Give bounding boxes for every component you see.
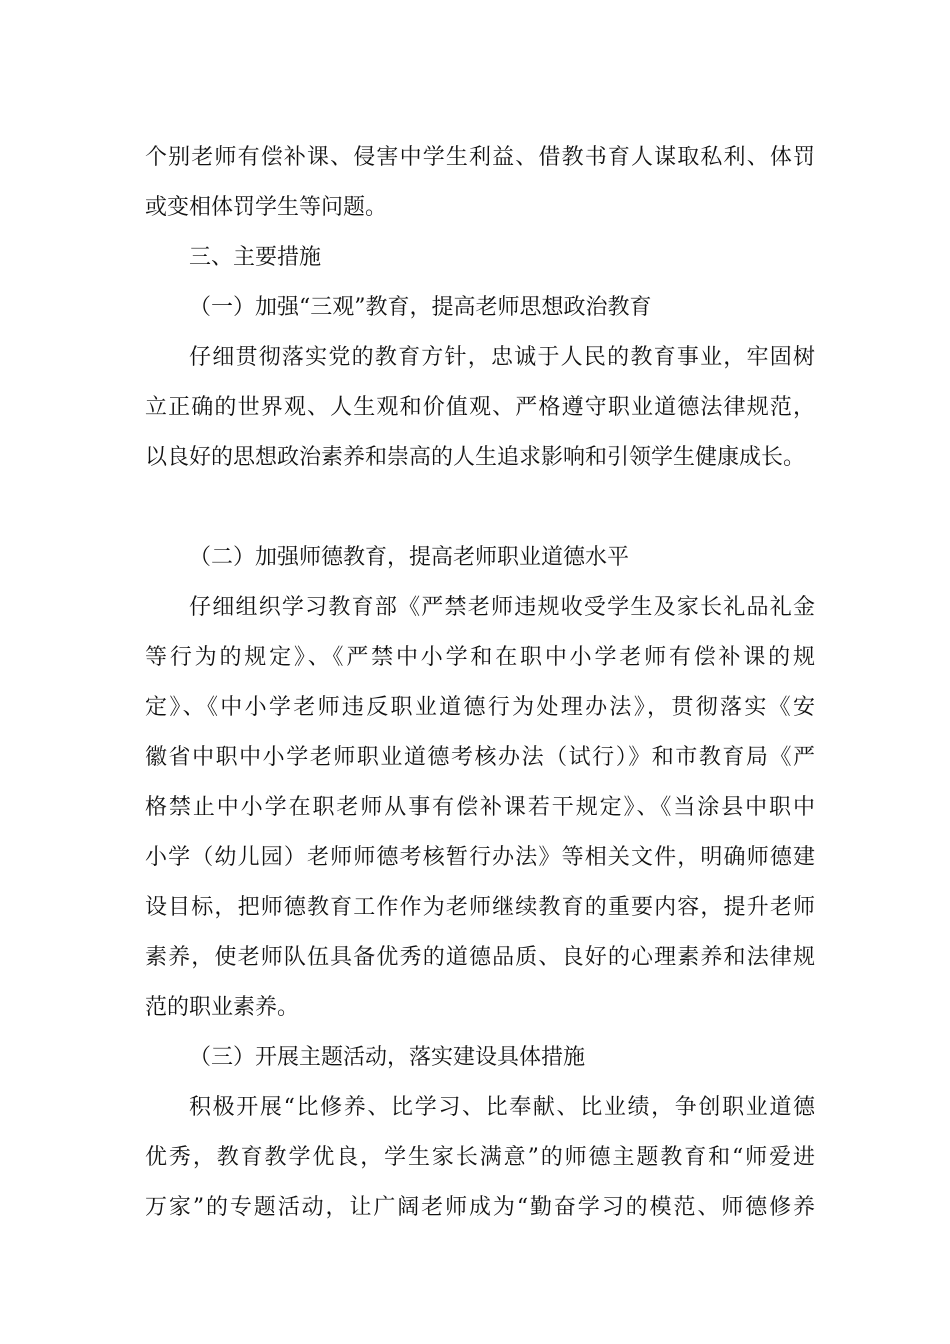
paragraph-2 <box>145 583 815 1033</box>
text-line: 立正确的世界观、人生观和价值观、严格遵守职业道德法律规范， <box>145 395 815 420</box>
subsection-heading-1: （一）加强“三观”教育，提高老师思想政治教育 <box>189 295 652 320</box>
text-line: 优秀，教育教学优良，学生家长满意”的师德主题教育和“师爱进 <box>145 1145 815 1170</box>
subsection-heading-3: （三）开展主题活动，落实建设具体措施 <box>189 1045 586 1070</box>
text-line: 小学（幼儿园）老师师德考核暂行办法》等相关文件，明确师德建 <box>145 845 815 870</box>
text-line: 以良好的思想政治素养和崇高的人生追求影响和引领学生健康成长。 <box>145 445 806 470</box>
text-line: 个别老师有偿补课、侵害中学生利益、借教书育人谋取私利、体罚 <box>145 145 815 170</box>
text-line: 或变相体罚学生等问题。 <box>145 195 388 220</box>
subsection-heading-2: （二）加强师德教育，提高老师职业道德水平 <box>189 545 630 570</box>
paragraph-continuation <box>145 133 815 233</box>
blank-line <box>145 483 815 533</box>
text-line: 定》、《中小学老师违反职业道德行为处理办法》，贯彻落实《安 <box>145 695 815 720</box>
text-line: 设目标，把师德教育工作作为老师继续教育的重要内容，提升老师 <box>145 895 815 920</box>
document-body <box>145 133 815 1233</box>
paragraph-1 <box>145 333 815 483</box>
text-line: 仔细贯彻落实党的教育方针，忠诚于人民的教育事业，牢固树 <box>189 345 815 370</box>
text-line: 范的职业素养。 <box>145 995 300 1020</box>
text-line: 等行为的规定》、《严禁中小学和在职中小学老师有偿补课的规 <box>145 645 815 670</box>
text-line: 素养，使老师队伍具备优秀的道德品质、良好的心理素养和法律规 <box>145 945 815 970</box>
text-line: 积极开展“比修养、比学习、比奉献、比业绩，争创职业道德 <box>189 1095 815 1120</box>
text-line: 徽省中职中小学老师职业道德考核办法（试行）》和市教育局《严 <box>145 745 815 770</box>
paragraph-3 <box>145 1083 815 1233</box>
text-line: 万家”的专题活动，让广阔老师成为“勤奋学习的模范、师德修养 <box>145 1195 815 1220</box>
text-line: 格禁止中小学在职老师从事有偿补课若干规定》、《当涂县中职中 <box>145 795 815 820</box>
text-line: 仔细组织学习教育部《严禁老师违规收受学生及家长礼品礼金 <box>189 595 815 620</box>
section-heading-main-measures: 三、主要措施 <box>189 245 322 270</box>
